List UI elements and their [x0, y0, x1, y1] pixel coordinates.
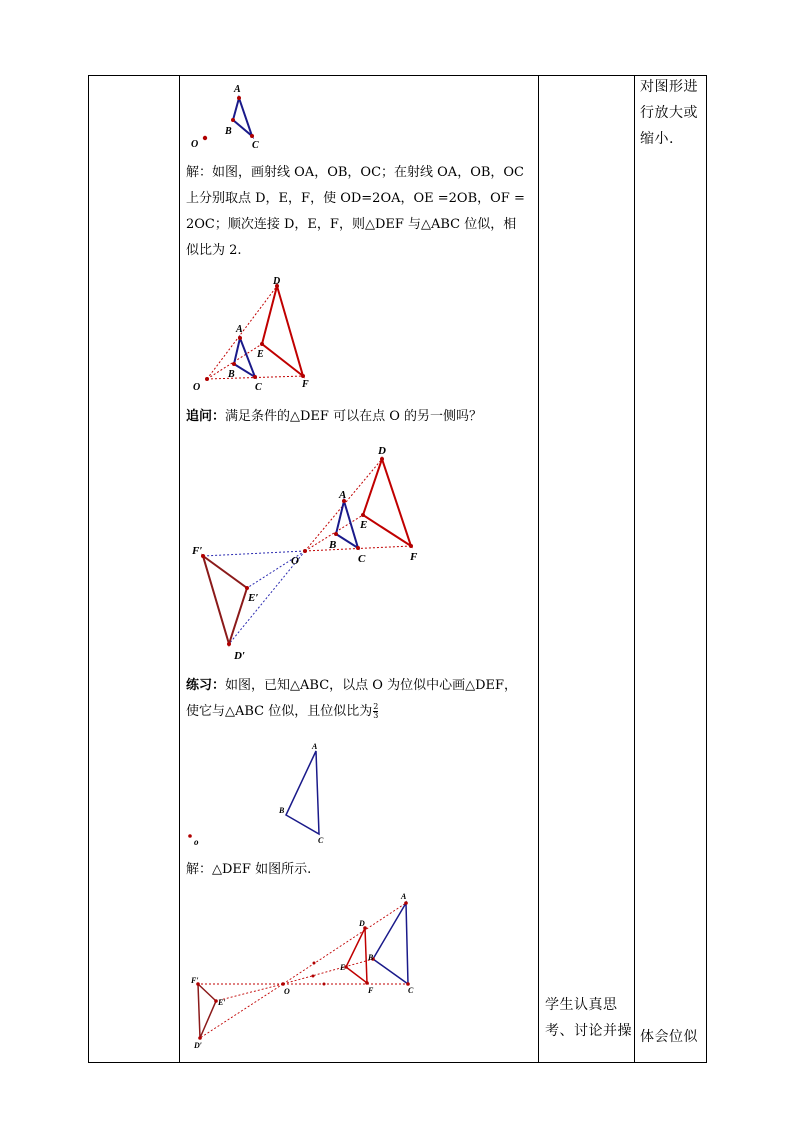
fig5-triangle-abc: [373, 903, 408, 984]
exercise-line-1: [186, 673, 534, 699]
fig3-label-f: F: [410, 551, 418, 563]
fig5-point-dp: [198, 1036, 202, 1040]
fig1-label-b: B: [225, 126, 232, 137]
solution-1-text-1: 如图，画射线 OA，OB，OC；在射线 OA，OB，OC: [212, 165, 525, 180]
fig5-ray-b: [283, 959, 373, 984]
fig1-point-a: [237, 96, 241, 100]
exercise-ratio-den: 3: [373, 711, 379, 720]
fig5-label-fp: F′: [191, 976, 199, 985]
student-line-1: 学生认真思: [545, 997, 618, 1013]
fig4-label-o: o: [194, 837, 199, 847]
fig5-label-d: D: [359, 919, 365, 928]
fig3-point-e: [361, 513, 365, 517]
fig1-label-a: A: [234, 84, 241, 95]
solution-1-line-1: [186, 160, 534, 186]
fig2-triangle-def: [262, 286, 303, 376]
fig5-triangle-def: [346, 928, 367, 983]
fig3-triangle-dpepfp: [203, 556, 247, 644]
fig5-ray-ep: [216, 984, 283, 1001]
solution-1-prefix: 解：: [186, 165, 213, 180]
fig3-label-dp: D′: [234, 650, 246, 662]
fig2-label-a: A: [236, 324, 243, 335]
exercise-ratio: [373, 703, 378, 720]
right-column-top-text: [640, 74, 698, 152]
column-divider-3: [634, 75, 635, 1063]
fig1-point-o: [203, 136, 207, 140]
fig2-point-c: [253, 375, 257, 379]
table-right-border: [706, 75, 707, 1063]
fig2-label-b: B: [228, 369, 235, 380]
fig5-label-dp: D′: [194, 1041, 203, 1050]
fig5-triangle-dpepfp: [198, 984, 216, 1038]
fig3-ray-ofp: [203, 551, 305, 556]
fig3-label-ep: E′: [248, 592, 259, 604]
followup-text: 满足条件的△DEF 可以在点 O 的另一侧吗？: [225, 409, 483, 424]
fig5-label-ep: E′: [218, 998, 226, 1007]
fig2-point-e: [260, 342, 264, 346]
fig3-point-b: [334, 532, 338, 536]
fig5-label-e: E: [340, 963, 346, 972]
fig2-label-e: E: [257, 349, 264, 360]
fig1-triangle: [233, 98, 252, 136]
solution-1: [186, 160, 534, 264]
solution-2-prefix: 解：: [186, 862, 213, 877]
solution-1-line-3: 2OC；顺次连接 D，E，F，则△DEF 与△ABC 位似，相: [186, 217, 517, 232]
fig5-point-mid-3: [312, 975, 315, 978]
fig2-triangle-abc: [234, 338, 255, 377]
fig3-point-d: [380, 457, 384, 461]
fig1-point-c: [250, 134, 254, 138]
right-column-bottom-text: 体会位似: [640, 1029, 698, 1045]
figure-1-triangle-abc: [185, 80, 275, 155]
fig3-point-o: [303, 549, 307, 553]
exercise-ratio-num: 2: [373, 702, 379, 711]
figure-5-exercise-solution: [185, 890, 425, 1055]
right-line-2: 行放大或: [640, 105, 698, 121]
fig3-label-a: A: [339, 489, 347, 501]
student-line-2: 考、讨论并操: [545, 1023, 632, 1039]
fig5-label-a: A: [401, 892, 407, 901]
solution-2: [186, 857, 534, 883]
fig1-point-b: [231, 118, 235, 122]
figure-2-enlargement: [185, 276, 335, 396]
exercise-line-2: [186, 699, 534, 725]
right-line-1: 对图形进: [640, 79, 698, 95]
student-column-text: [545, 992, 632, 1044]
figure-3-both-sides: [185, 440, 435, 665]
fig4-label-b: B: [279, 806, 285, 815]
fig3-triangle-def: [363, 459, 411, 546]
fig4-label-c: C: [318, 836, 324, 845]
figure-4-exercise-triangle: [185, 738, 335, 850]
column-divider-2: [538, 75, 539, 1063]
followup-prefix: 追问：: [186, 409, 226, 424]
solution-1-line-4: 似比为 2.: [186, 243, 242, 258]
fig5-point-f: [365, 981, 369, 985]
fig1-label-o: O: [191, 139, 199, 150]
fig1-label-c: C: [252, 140, 259, 151]
fig4-label-a: A: [312, 742, 318, 751]
fig3-label-c: C: [358, 553, 366, 565]
fig5-label-f: F: [368, 986, 374, 995]
fig2-point-a: [238, 336, 242, 340]
right-line-3: 缩小.: [640, 131, 674, 147]
table-bottom-border: [88, 1062, 707, 1063]
solution-2-text: △DEF 如图所示.: [212, 862, 312, 877]
solution-1-line-2: 上分别取点 D，E，F，使 OD=2OA，OE =2OB，OF =: [186, 191, 525, 206]
fig2-point-o: [205, 377, 209, 381]
fig2-label-f: F: [302, 379, 309, 390]
fig3-label-o: O: [291, 555, 299, 567]
fig5-point-mid-2: [323, 983, 326, 986]
fig3-point-dp: [227, 642, 231, 646]
table-left-border: [88, 75, 89, 1063]
fig3-label-e: E: [360, 519, 368, 531]
exercise: [186, 673, 534, 725]
fig3-label-fp: F′: [192, 545, 203, 557]
fig3-label-b: B: [329, 539, 337, 551]
fig2-point-b: [232, 362, 236, 366]
fig3-point-ep: [245, 586, 249, 590]
fig2-point-f: [301, 374, 305, 378]
fig3-point-f: [409, 544, 413, 548]
column-divider-1: [179, 75, 180, 1063]
fig3-point-c: [356, 546, 360, 550]
followup-question: [186, 404, 534, 430]
fig4-point-o: [188, 834, 192, 838]
table-top-border: [88, 75, 707, 76]
fig5-label-o: O: [284, 987, 290, 996]
fig5-label-b: B: [368, 953, 374, 962]
fig2-label-c: C: [255, 382, 262, 393]
fig5-label-c: C: [408, 986, 414, 995]
fig5-point-mid-1: [313, 962, 316, 965]
exercise-prefix: 练习：: [186, 678, 226, 693]
fig2-label-o: O: [193, 382, 201, 393]
fig5-point-a: [404, 901, 408, 905]
exercise-text-1: 如图，已知△ABC，以点 O 为位似中心画△DEF，: [225, 678, 517, 693]
fig3-label-d: D: [378, 445, 386, 457]
exercise-text-2: 使它与△ABC 位似，且位似比为: [186, 704, 373, 719]
fig2-label-d: D: [273, 276, 281, 287]
fig5-point-o: [281, 982, 285, 986]
fig4-triangle-abc: [286, 751, 319, 834]
